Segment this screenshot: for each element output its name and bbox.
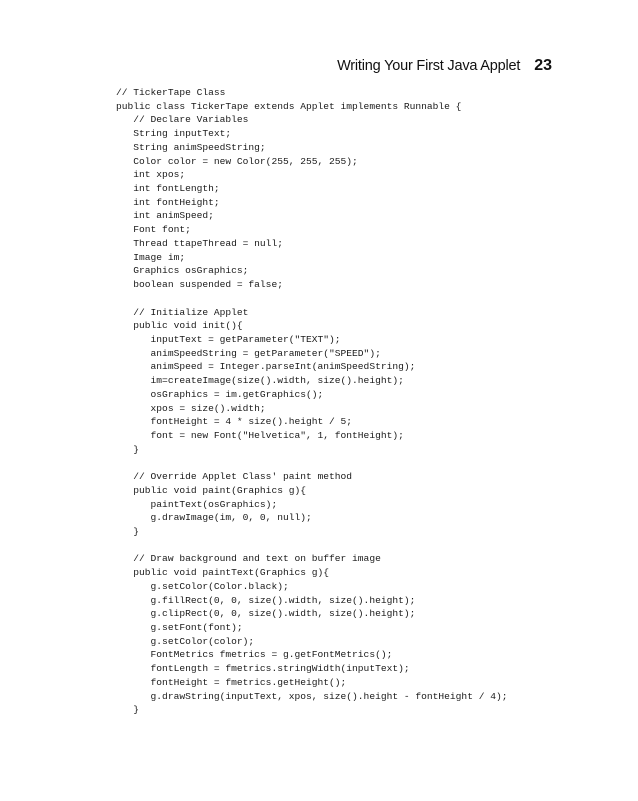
code-line (116, 539, 508, 553)
code-line: im=createImage(size().width, size().height); (116, 375, 404, 387)
code-line: String animSpeedString; (116, 141, 266, 153)
code-line: inputText = getParameter("TEXT"); (116, 333, 341, 345)
code-line: Font font; (116, 224, 191, 236)
code-line: xpos = size().width; (116, 402, 266, 414)
code-line: g.setColor(color); (116, 635, 255, 647)
code-line: font = new Font("Helvetica", 1, fontHeight); (116, 429, 404, 441)
code-line: fontLength = fmetrics.stringWidth(inputText); (116, 663, 410, 675)
code-line: } (116, 526, 140, 537)
code-line: paintText(osGraphics); (116, 498, 278, 510)
code-line: // Override Applet Class' paint method (116, 471, 353, 483)
code-line: Thread ttapeThread = null; (116, 237, 283, 249)
code-line: public class TickerTape extends Applet implements Runnable { (116, 100, 462, 112)
code-line: g.setColor(Color.black); (116, 580, 289, 592)
code-line: int animSpeed; (116, 210, 214, 222)
code-line: // Declare Variables (116, 114, 249, 126)
code-line: public void init(){ (116, 320, 243, 332)
code-line: int fontLength; (116, 183, 220, 195)
code-line: g.fillRect(0, 0, size().width, size().height); (116, 594, 416, 606)
code-line: // Initialize Applet (116, 306, 249, 318)
page-number: 23 (534, 57, 552, 74)
code-line: boolean suspended = false; (116, 279, 283, 291)
code-line: g.setFont(font); (116, 622, 243, 634)
code-line: g.clipRect(0, 0, size().width, size().height); (116, 608, 416, 620)
code-line: } (116, 443, 140, 455)
code-line: Color color = new Color(255, 255, 255); (116, 155, 358, 167)
code-line: g.drawString(inputText, xpos, size().height - fontHeight / 4); (116, 690, 508, 702)
running-head-title: Writing Your First Java Applet (337, 58, 521, 74)
code-line: FontMetrics fmetrics = g.getFontMetrics(); (116, 649, 393, 661)
code-line: int xpos; (116, 169, 186, 181)
code-line: public void paint(Graphics g){ (116, 484, 306, 496)
code-line (116, 292, 508, 306)
code-line: public void paintText(Graphics g){ (116, 567, 330, 579)
code-line: fontHeight = 4 * size().height / 5; (116, 416, 353, 428)
code-line: Graphics osGraphics; (116, 265, 249, 277)
code-line: osGraphics = im.getGraphics(); (116, 388, 324, 400)
code-listing (116, 86, 508, 717)
code-line: Image im; (116, 251, 186, 263)
code-line: int fontHeight; (116, 196, 220, 208)
code-line: // Draw background and text on buffer image (116, 553, 381, 565)
code-line: fontHeight = fmetrics.getHeight(); (116, 676, 347, 688)
code-line: // TickerTape Class (116, 87, 226, 98)
code-line: String inputText; (116, 128, 232, 140)
running-head (337, 57, 552, 75)
code-line: animSpeedString = getParameter("SPEED"); (116, 347, 381, 359)
code-line: g.drawImage(im, 0, 0, null); (116, 512, 312, 524)
code-line: } (116, 704, 140, 716)
code-line: animSpeed = Integer.parseInt(animSpeedString); (116, 361, 416, 373)
code-line (116, 456, 508, 470)
